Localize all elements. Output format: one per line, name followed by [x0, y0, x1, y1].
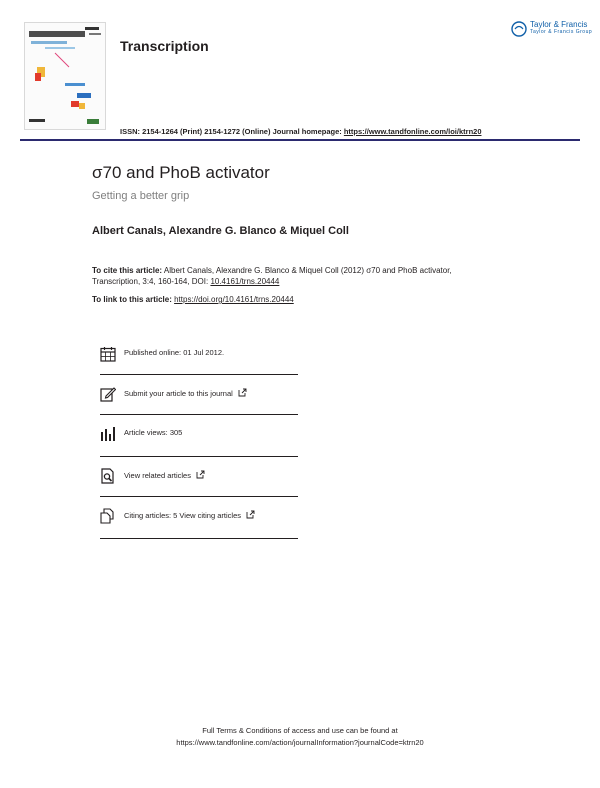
footer-terms-text: Full Terms & Conditions of access and use can be found at	[202, 726, 398, 735]
external-link-icon	[246, 510, 255, 519]
row-divider	[100, 538, 298, 539]
issn-text: ISSN: 2154-1264 (Print) 2154-1272 (Online) Journal homepage:	[120, 127, 342, 136]
citation-doi-link[interactable]: 10.4161/trns.20444	[210, 277, 280, 286]
row-divider	[100, 456, 298, 457]
row-divider	[100, 374, 298, 375]
row-divider	[100, 414, 298, 415]
journal-title: Transcription	[120, 38, 209, 54]
published-online-text: Published online: 01 Jul 2012.	[124, 348, 225, 357]
article-views-row	[100, 422, 298, 460]
citing-icon	[100, 508, 116, 524]
issn-line	[120, 127, 482, 136]
search-document-icon	[100, 468, 116, 484]
journal-cover-thumbnail	[24, 22, 106, 130]
article-authors: Albert Canals, Alexandre G. Blanco & Miquel Coll	[92, 225, 349, 237]
article-doi-url[interactable]: https://doi.org/10.4161/trns.20444	[174, 295, 294, 304]
row-divider	[100, 496, 298, 497]
citing-articles-text: Citing articles: 5 View citing articles	[124, 511, 241, 520]
article-title: σ70 and PhoB activator	[92, 163, 270, 182]
link-label: To link to this article:	[92, 295, 172, 304]
article-views-text: Article views: 305	[124, 428, 183, 437]
publisher-logo-subtext: Taylor & Francis Group	[530, 29, 593, 35]
journal-homepage-link[interactable]: https://www.tandfonline.com/loi/ktrn20	[343, 127, 482, 136]
footer-terms-link[interactable]: https://www.tandfonline.com/action/journalInformation?journalCode=ktrn20	[176, 738, 424, 747]
article-link-line	[92, 295, 294, 304]
publisher-logo	[510, 18, 593, 40]
citation-block	[92, 265, 492, 287]
publisher-logo-text: Taylor & Francis	[530, 20, 588, 29]
edit-icon	[100, 386, 116, 402]
article-subtitle: Getting a better grip	[92, 190, 190, 202]
submit-article-text: Submit your article to this journal	[124, 389, 233, 398]
header-divider	[20, 139, 580, 141]
citation-label: To cite this article:	[92, 266, 163, 275]
external-link-icon	[196, 470, 205, 479]
citation-text: Albert Canals, Alexandre G. Blanco & Miquel Coll (2012) σ70 and PhoB activator, Transcription, 3:4, 160-164, DOI:	[92, 266, 452, 286]
external-link-icon	[238, 388, 247, 397]
publisher-logo-icon	[510, 20, 528, 38]
bar-chart-icon	[100, 426, 116, 442]
citing-articles-row[interactable]	[100, 504, 298, 542]
related-articles-text: View related articles	[124, 471, 191, 480]
calendar-icon	[100, 346, 116, 362]
